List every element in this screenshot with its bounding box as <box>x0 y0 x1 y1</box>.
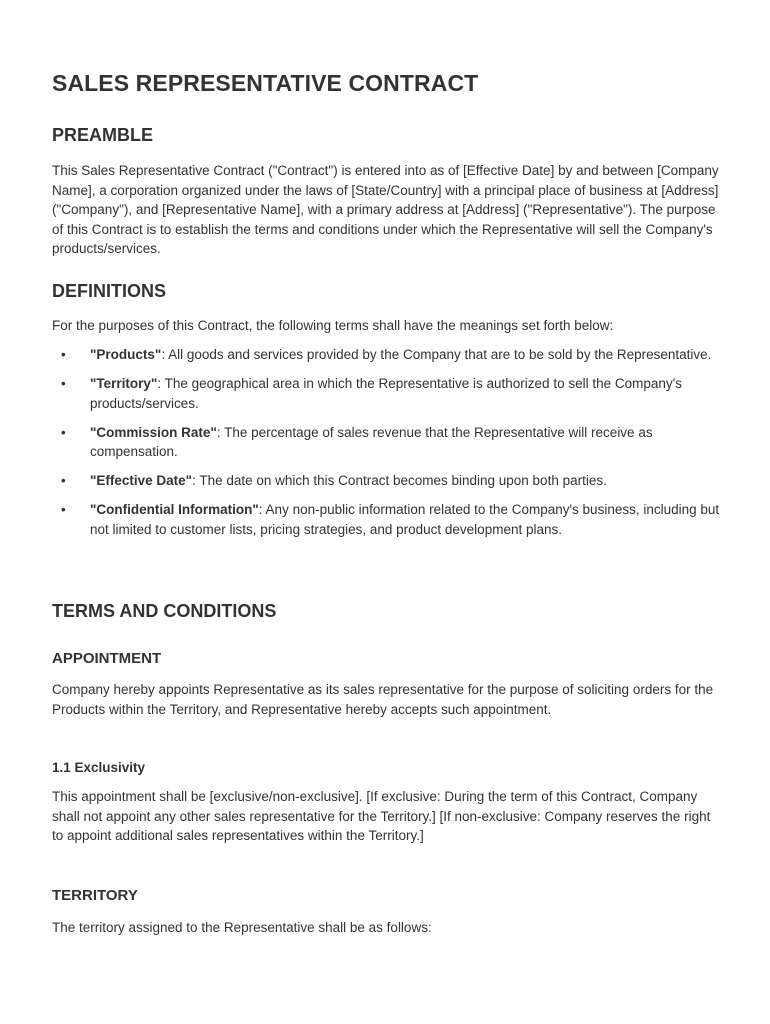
preamble-heading: PREAMBLE <box>52 125 154 145</box>
definition-term: "Products" <box>90 347 162 362</box>
definitions-list <box>52 345 722 549</box>
definitions-intro: For the purposes of this Contract, the following terms shall have the meanings set forth below: <box>52 318 614 333</box>
definition-item-effective-date <box>52 471 722 491</box>
exclusivity-text: This appointment shall be [exclusive/non-exclusive]. [If exclusive: During the term of this Contract, Company shall not appoint any other sales representative for the Territory.] [If non-exclusive: Company reserves the right to appoint additional sales representatives within the Territory.] <box>52 789 711 844</box>
appointment-text: Company hereby appoints Representative as its sales representative for the purpose of soliciting orders for the Products within the Territory, and Representative hereby accepts such appointment. <box>52 682 714 717</box>
definition-term: "Territory" <box>90 375 158 391</box>
appointment-heading: APPOINTMENT <box>52 650 162 667</box>
definition-text: : All goods and services provided by the Company that are to be sold by the Representative. <box>161 347 712 362</box>
definition-text: : The date on which this Contract becomes binding upon both parties. <box>192 473 607 489</box>
definition-text: : The geographical area in which the Representative is authorized to sell the Company's products/services. <box>90 375 682 411</box>
bullet-icon: • <box>61 375 66 391</box>
definition-item-confidential-information <box>52 500 722 539</box>
definition-term: "Effective Date" <box>90 473 193 489</box>
definition-text: : Any non-public information related to the Company's business, including but not limited to customer lists, pricing strategies, and product development plans. <box>90 502 720 537</box>
exclusivity-heading: 1.1 Exclusivity <box>52 760 146 775</box>
definitions-heading: DEFINITIONS <box>52 281 167 301</box>
definition-text: : The percentage of sales revenue that the Representative will receive as compensation. <box>90 424 653 460</box>
terms-heading: TERMS AND CONDITIONS <box>52 601 277 621</box>
definition-item-products <box>52 345 722 365</box>
territory-heading: TERRITORY <box>52 887 138 904</box>
definition-item-commission-rate <box>52 423 722 462</box>
bullet-icon: • <box>61 473 66 489</box>
bullet-icon: • <box>61 502 66 518</box>
bullet-icon: • <box>61 347 66 362</box>
definition-item-territory <box>52 374 722 413</box>
preamble-text: This Sales Representative Contract ("Contract") is entered into as of [Effective Date] by and between [Company Name], a corporation organized under the laws of [State/Country] with a principal place of business at [Address] ("Company"), and [Representative Name], with a primary address at [Address] ("Representative"). The purpose of this Contract is to establish the terms and conditions under which the Representative will sell the Company's products/services. <box>52 163 719 257</box>
document-title: SALES REPRESENTATIVE CONTRACT <box>52 70 479 96</box>
definition-term: "Confidential Information" <box>90 502 259 518</box>
territory-text: The territory assigned to the Representative shall be as follows: <box>52 920 432 935</box>
bullet-icon: • <box>61 424 66 440</box>
definition-term: "Commission Rate" <box>90 424 217 440</box>
